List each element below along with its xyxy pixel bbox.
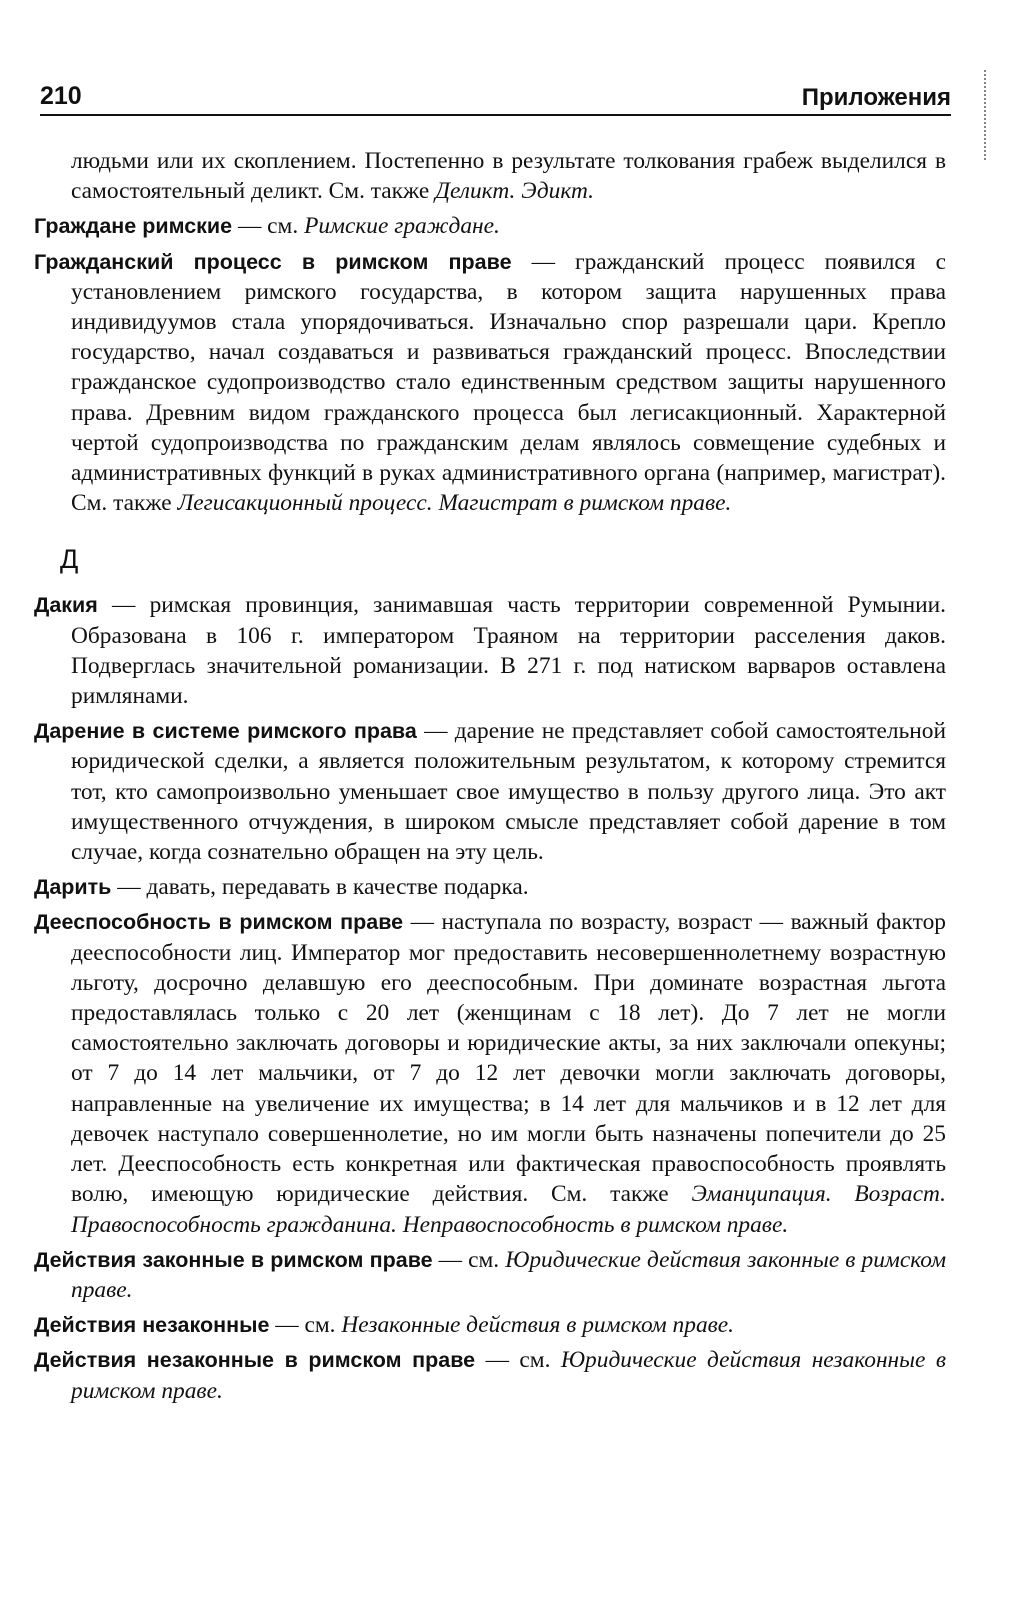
entry-term: Дарить (34, 875, 112, 900)
entry-deesposobnost (34, 907, 946, 1239)
entry-reference: Незаконные действия в римском праве. (341, 1312, 735, 1339)
entry-term: Действия незаконные в римском праве (34, 1348, 476, 1373)
entry-definition: — см. (269, 1312, 342, 1339)
entry-term: Дарение в системе римского права (34, 719, 417, 744)
entry-deystviya-zakonnye (34, 1245, 946, 1305)
entry-darit (34, 872, 946, 902)
entry-definition: — дарение не представляет собой самостоятельной юридической сделки, а является положительным результатом, к которому стремится тот, кто самопроизвольно уменьшает свое имущество в пользу другого лица. Это акт имущественного отчуждения, в широком смысле представляет собой дарение в том случае, когда сознательно обращен на эту цель. (71, 718, 946, 866)
entry-reference: Эманципация. Возраст. Правоспособность гражданина. Неправоспособность в римском праве. (71, 1181, 946, 1238)
entry-reference: Легисакционный процесс. Магистрат в римском праве. (177, 490, 732, 517)
entry-grazhdanskiy-process (34, 247, 946, 519)
entry-deystviya-nezakonnye-rim (34, 1345, 946, 1405)
page-number: 210 (40, 82, 82, 110)
entry-term: Дееспособность в римском праве (34, 910, 404, 935)
entry-term: Действия незаконные (34, 1313, 270, 1338)
section-letter: Д (60, 544, 79, 575)
entry-term: Граждане римские (34, 214, 233, 239)
entry-definition: — см. (232, 213, 305, 240)
entry-term: Дакия (34, 593, 98, 618)
entry-definition: — наступала по возрасту, возраст — важный фактор дееспособности лиц. Император мог предоставить несовершеннолетнему возрастную льготу, досрочно делавшую его дееспособным. При доминате возрастная льгота предоставлялась только с 20 лет (женщинам с 18 лет). До 7 лет не могли самостоятельно заключать договоры и юридические акты, за них заключали опекуны; от 7 до 14 лет мальчики, от 7 до 12 лет девочки могли заключать договоры, направленные на увеличение их имущества; в 14 лет для мальчиков и в 12 лет для девочек наступало совершеннолетие, но им могли быть назначены попечители до 25 лет. Дееспособность есть конкретная или фактическая правоспособность проявлять волю, имеющую юридические действия. См. также (71, 909, 946, 1208)
entry-continuation (34, 146, 946, 206)
entry-definition: — гражданский процесс появился с установлением римского государства, в котором защита нарушенных права индивидуумов стала упорядочиваться. Изначально спор разрешали цари. Крепло государство, начал создаваться и развиваться гражданский процесс. Впоследствии гражданское судопроизводство стало единственным средством защиты нарушенного права. Древним видом гражданского процесса был легисакционный. Характерной чертой судопроизводства по гражданским делам являлось совмещение судебных и административных функций в руках административного органа (например, магистрат). См. также (71, 248, 946, 517)
running-title: Приложения (801, 84, 951, 111)
entry-reference: Юридические действия незаконные в римском праве. (71, 1347, 946, 1404)
entry-term: Гражданский процесс в римском праве (34, 249, 512, 274)
entry-reference: Деликт. Эдикт. (435, 178, 595, 205)
page-edge-shadow (984, 70, 990, 160)
entry-dakiya (34, 590, 946, 711)
running-header (40, 78, 951, 116)
dictionary-content (34, 146, 946, 1411)
entry-definition: — см. (475, 1347, 561, 1374)
entry-definition: людьми или их скоплением. Постепенно в результате толкования грабеж выделился в самостоятельный деликт. См. также (71, 148, 946, 205)
entry-definition: — см. (432, 1246, 506, 1273)
entry-darenie (34, 716, 946, 867)
entry-reference: Юридические действия законные в римском праве. (71, 1246, 946, 1303)
entry-deystviya-nezakonnye (34, 1310, 946, 1340)
entry-definition: — римская провинция, занимавшая часть территории современной Румынии. Образована в 106 г. императором Траяном на территории расселения даков. Подверглась значительной романизации. В 271 г. под натиском варваров оставлена римлянами. (71, 592, 946, 710)
entry-term: Действия законные в римском праве (34, 1247, 433, 1272)
entry-definition: — давать, передавать в качестве подарка. (111, 874, 529, 901)
entry-grazhdane-rimskie (34, 211, 946, 241)
entry-reference: Римские граждане. (304, 213, 500, 240)
